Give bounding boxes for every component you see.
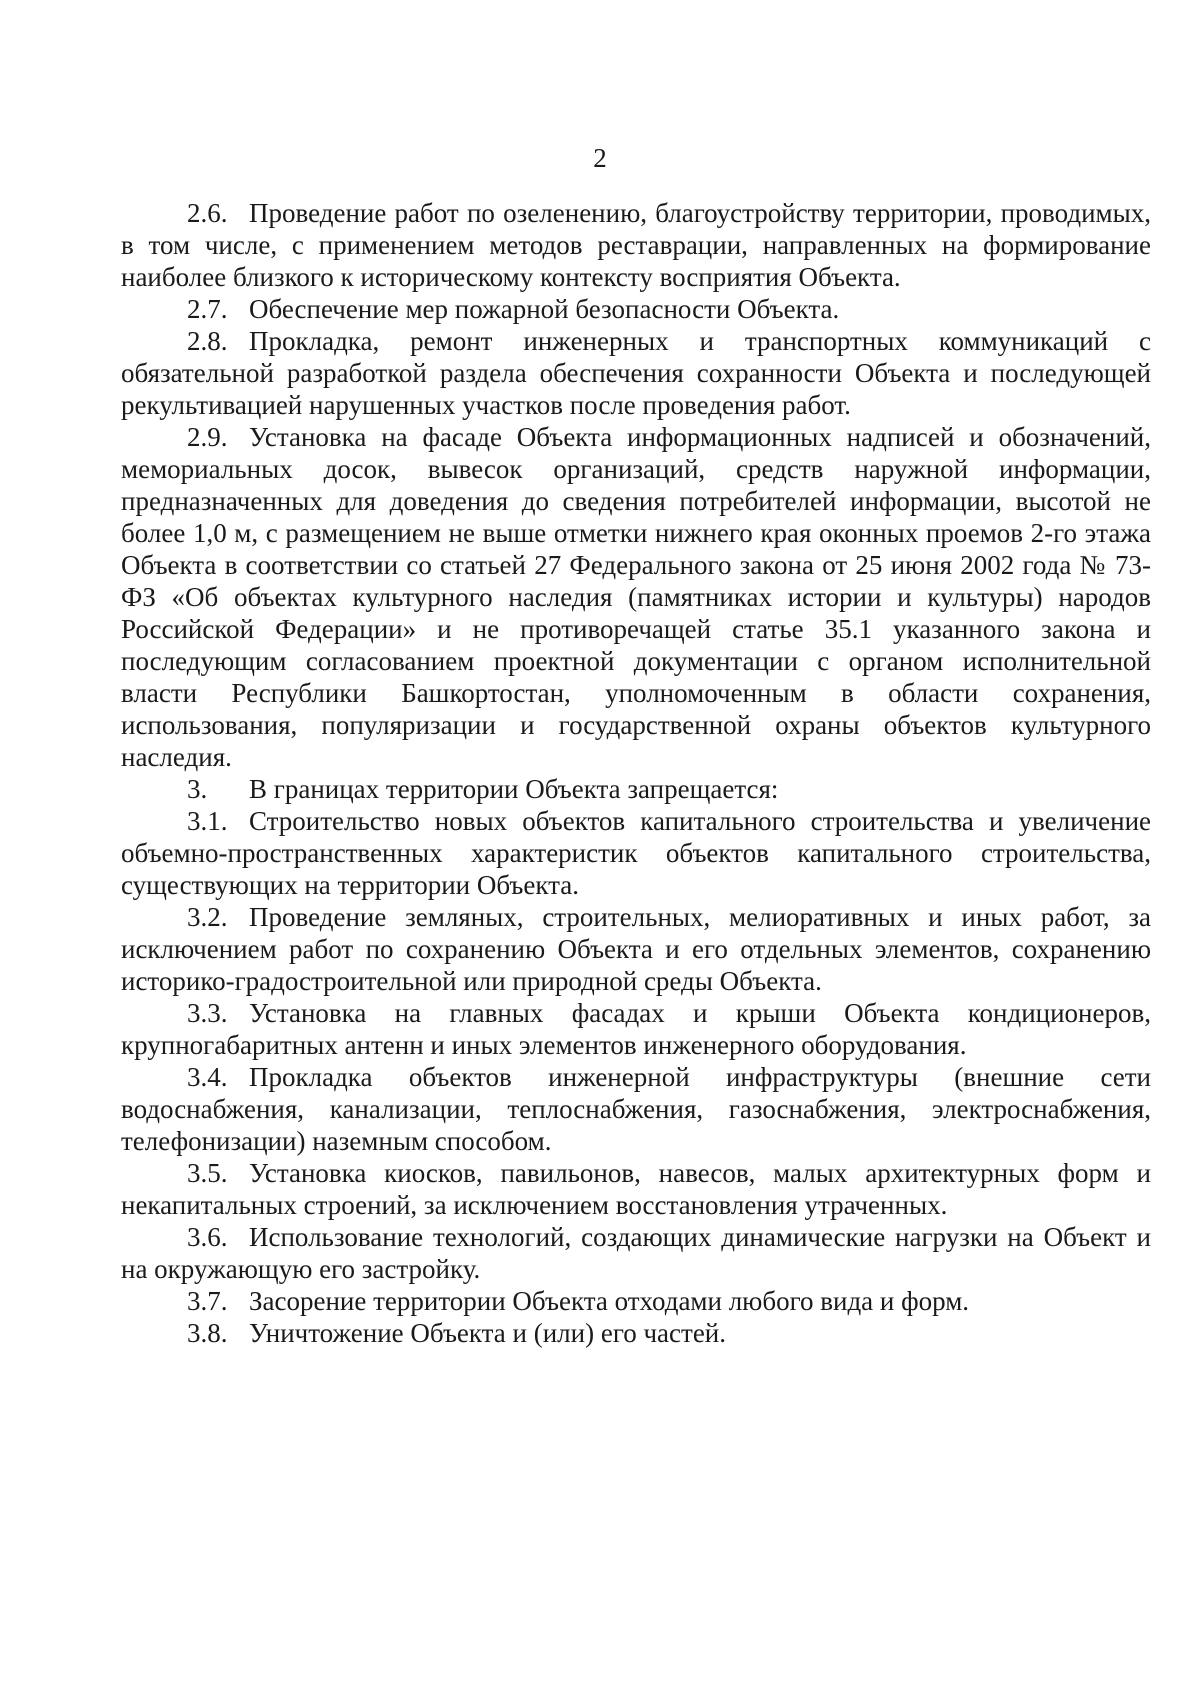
paragraph-number: 2.8.	[187, 326, 228, 356]
paragraph-text: Установка на главных фасадах и крыши Объекта кондиционеров, крупногабаритных антенн и иных элементов инженерного оборудования.	[121, 998, 1151, 1060]
paragraph-3-2	[121, 901, 1151, 997]
paragraph-number: 3.6.	[187, 1222, 228, 1252]
page-number: 2	[593, 143, 607, 173]
paragraph-text: В границах территории Объекта запрещается:	[249, 774, 779, 804]
paragraph-number: 3.7.	[187, 1286, 228, 1316]
paragraph-text: Использование технологий, создающих динамические нагрузки на Объект и на окружающую его застройку.	[121, 1222, 1151, 1284]
paragraph-number: 3.2.	[187, 902, 228, 932]
paragraph-2-6	[121, 197, 1151, 293]
paragraph-3-8	[121, 1317, 1151, 1349]
paragraph-number: 3.4.	[187, 1062, 228, 1092]
paragraph-3	[121, 773, 1151, 805]
paragraph-2-9	[121, 421, 1151, 773]
paragraph-text: Обеспечение мер пожарной безопасности Объекта.	[249, 294, 840, 324]
paragraph-number: 2.6.	[187, 198, 228, 228]
paragraph-3-3	[121, 997, 1151, 1061]
paragraph-text: Уничтожение Объекта и (или) его частей.	[249, 1318, 727, 1348]
paragraph-text: Установка на фасаде Объекта информационных надписей и обозначений, мемориальных досок, вывесок организаций, средств наружной информации, предназначенных для доведения до сведения потребителей информации, высотой не более 1,0 м, с размещением не выше отметки нижнего края оконных проемов 2-го этажа Объекта в соответствии со статьей 27 Федерального закона от 25 июня 2002 года № 73-ФЗ «Об объектах культурного наследия (памятниках истории и культуры) народов Российской Федерации» и не противоречащей статье 35.1 указанного закона и последующим согласованием проектной документации с органом исполнительной власти Республики Башкортостан, уполномоченным в области сохранения, использования, популяризации и государственной охраны объектов культурного наследия.	[121, 422, 1151, 772]
paragraph-3-1	[121, 805, 1151, 901]
paragraph-number: 3.3.	[187, 998, 228, 1028]
paragraph-text: Прокладка объектов инженерной инфраструктуры (внешние сети водоснабжения, канализации, теплоснабжения, газоснабжения, электроснабжения, телефонизации) наземным способом.	[121, 1062, 1151, 1156]
paragraph-text: Проведение земляных, строительных, мелиоративных и иных работ, за исключением работ по сохранению Объекта и его отдельных элементов, сохранению историко-градостроительной или природной среды Объекта.	[121, 902, 1151, 996]
paragraph-text: Прокладка, ремонт инженерных и транспортных коммуникаций с обязательной разработкой раздела обеспечения сохранности Объекта и последующей рекультивацией нарушенных участков после проведения работ.	[121, 326, 1151, 420]
paragraph-number: 3.8.	[187, 1318, 228, 1348]
paragraph-number: 2.9.	[187, 422, 228, 452]
document-body	[121, 197, 1151, 1349]
paragraph-number: 3.1.	[187, 806, 228, 836]
paragraph-3-5	[121, 1157, 1151, 1221]
paragraph-text: Строительство новых объектов капитального строительства и увеличение объемно-пространственных характеристик объектов капитального строительства, существующих на территории Объекта.	[121, 806, 1151, 900]
paragraph-number: 3.5.	[187, 1158, 228, 1188]
paragraph-text: Проведение работ по озеленению, благоустройству территории, проводимых, в том числе, с применением методов реставрации, направленных на формирование наиболее близкого к историческому контексту восприятия Объекта.	[121, 198, 1151, 292]
paragraph-3-4	[121, 1061, 1151, 1157]
paragraph-2-8	[121, 325, 1151, 421]
paragraph-3-7	[121, 1285, 1151, 1317]
paragraph-number: 2.7.	[187, 294, 228, 324]
paragraph-3-6	[121, 1221, 1151, 1285]
paragraph-text: Засорение территории Объекта отходами любого вида и форм.	[249, 1286, 970, 1316]
paragraph-text: Установка киосков, павильонов, навесов, малых архитектурных форм и некапитальных строений, за исключением восстановления утраченных.	[121, 1158, 1151, 1220]
paragraph-2-7	[121, 293, 1151, 325]
paragraph-number: 3.	[187, 774, 208, 804]
